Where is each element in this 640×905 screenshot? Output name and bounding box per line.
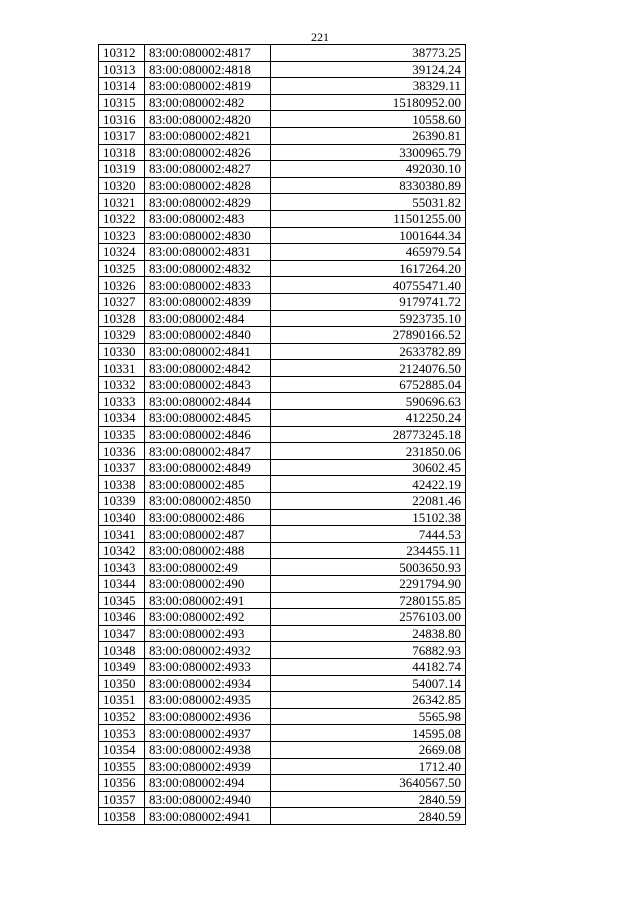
table-row: [99, 708, 466, 725]
table-row: [99, 559, 466, 576]
cadastral-number-cell: 83:00:080002:4819: [145, 78, 271, 95]
cadastral-value-cell: 30602.45: [271, 459, 466, 476]
row-number-cell: 10358: [99, 808, 145, 825]
table-body: [99, 45, 466, 825]
cadastral-value-cell: 28773245.18: [271, 426, 466, 443]
cadastral-number-cell: 83:00:080002:4846: [145, 426, 271, 443]
cadastral-value-cell: 38329.11: [271, 78, 466, 95]
cadastral-number-cell: 83:00:080002:4821: [145, 127, 271, 144]
cadastral-value-cell: 55031.82: [271, 194, 466, 211]
table-row: [99, 61, 466, 78]
cadastral-value-cell: 76882.93: [271, 642, 466, 659]
cadastral-value-cell: 26342.85: [271, 692, 466, 709]
table-row: [99, 343, 466, 360]
row-number-cell: 10348: [99, 642, 145, 659]
table-row: [99, 443, 466, 460]
cadastral-number-cell: 83:00:080002:4938: [145, 741, 271, 758]
cadastral-number-cell: 83:00:080002:4817: [145, 45, 271, 62]
cadastral-value-cell: 3640567.50: [271, 775, 466, 792]
cadastral-number-cell: 83:00:080002:484: [145, 310, 271, 327]
cadastral-value-cell: 27890166.52: [271, 327, 466, 344]
cadastral-value-cell: 1617264.20: [271, 260, 466, 277]
cadastral-number-cell: 83:00:080002:4828: [145, 177, 271, 194]
cadastral-number-cell: 83:00:080002:49: [145, 559, 271, 576]
table-row: [99, 277, 466, 294]
cadastral-number-cell: 83:00:080002:4826: [145, 144, 271, 161]
row-number-cell: 10334: [99, 410, 145, 427]
cadastral-number-cell: 83:00:080002:483: [145, 210, 271, 227]
table-row: [99, 393, 466, 410]
cadastral-number-cell: 83:00:080002:4840: [145, 327, 271, 344]
cadastral-number-cell: 83:00:080002:4833: [145, 277, 271, 294]
row-number-cell: 10354: [99, 741, 145, 758]
cadastral-value-cell: 7280155.85: [271, 592, 466, 609]
cadastral-value-cell: 7444.53: [271, 526, 466, 543]
cadastral-value-cell: 2840.59: [271, 808, 466, 825]
table-row: [99, 459, 466, 476]
cadastral-value-cell: 492030.10: [271, 161, 466, 178]
table-row: [99, 177, 466, 194]
row-number-cell: 10323: [99, 227, 145, 244]
table-row: [99, 45, 466, 62]
table-row: [99, 592, 466, 609]
table-row: [99, 144, 466, 161]
cadastral-number-cell: 83:00:080002:4830: [145, 227, 271, 244]
cadastral-value-cell: 2576103.00: [271, 609, 466, 626]
cadastral-value-cell: 38773.25: [271, 45, 466, 62]
row-number-cell: 10328: [99, 310, 145, 327]
cadastral-value-cell: 24838.80: [271, 625, 466, 642]
row-number-cell: 10314: [99, 78, 145, 95]
cadastral-value-cell: 2291794.90: [271, 576, 466, 593]
cadastral-number-cell: 83:00:080002:4932: [145, 642, 271, 659]
row-number-cell: 10312: [99, 45, 145, 62]
table-row: [99, 658, 466, 675]
table-row: [99, 542, 466, 559]
cadastral-value-cell: 6752885.04: [271, 376, 466, 393]
row-number-cell: 10331: [99, 360, 145, 377]
row-number-cell: 10321: [99, 194, 145, 211]
table-row: [99, 725, 466, 742]
cadastral-value-cell: 2124076.50: [271, 360, 466, 377]
cadastral-number-cell: 83:00:080002:4831: [145, 244, 271, 261]
cadastral-value-cell: 10558.60: [271, 111, 466, 128]
table-row: [99, 576, 466, 593]
cadastral-number-cell: 83:00:080002:4933: [145, 658, 271, 675]
row-number-cell: 10324: [99, 244, 145, 261]
table-row: [99, 310, 466, 327]
cadastral-number-cell: 83:00:080002:4850: [145, 493, 271, 510]
cadastral-number-cell: 83:00:080002:4818: [145, 61, 271, 78]
table-row: [99, 244, 466, 261]
cadastral-value-cell: 44182.74: [271, 658, 466, 675]
cadastral-number-cell: 83:00:080002:488: [145, 542, 271, 559]
row-number-cell: 10346: [99, 609, 145, 626]
row-number-cell: 10343: [99, 559, 145, 576]
cadastral-value-cell: 26390.81: [271, 127, 466, 144]
table-row: [99, 78, 466, 95]
cadastral-number-cell: 83:00:080002:492: [145, 609, 271, 626]
cadastral-value-cell: 15102.38: [271, 509, 466, 526]
row-number-cell: 10333: [99, 393, 145, 410]
cadastral-number-cell: 83:00:080002:4827: [145, 161, 271, 178]
cadastral-value-cell: 39124.24: [271, 61, 466, 78]
row-number-cell: 10332: [99, 376, 145, 393]
row-number-cell: 10330: [99, 343, 145, 360]
cadastral-number-cell: 83:00:080002:4844: [145, 393, 271, 410]
table-row: [99, 493, 466, 510]
table-row: [99, 410, 466, 427]
cadastral-value-cell: 14595.08: [271, 725, 466, 742]
row-number-cell: 10351: [99, 692, 145, 709]
row-number-cell: 10342: [99, 542, 145, 559]
cadastral-value-cell: 590696.63: [271, 393, 466, 410]
cadastral-number-cell: 83:00:080002:491: [145, 592, 271, 609]
row-number-cell: 10349: [99, 658, 145, 675]
cadastral-number-cell: 83:00:080002:490: [145, 576, 271, 593]
row-number-cell: 10329: [99, 327, 145, 344]
row-number-cell: 10339: [99, 493, 145, 510]
row-number-cell: 10341: [99, 526, 145, 543]
cadastral-value-cell: 412250.24: [271, 410, 466, 427]
cadastral-number-cell: 83:00:080002:4820: [145, 111, 271, 128]
row-number-cell: 10318: [99, 144, 145, 161]
row-number-cell: 10345: [99, 592, 145, 609]
cadastral-number-cell: 83:00:080002:486: [145, 509, 271, 526]
cadastral-value-cell: 5923735.10: [271, 310, 466, 327]
cadastral-number-cell: 83:00:080002:4939: [145, 758, 271, 775]
cadastral-value-cell: 9179741.72: [271, 293, 466, 310]
cadastral-value-cell: 5003650.93: [271, 559, 466, 576]
table-row: [99, 775, 466, 792]
table-row: [99, 476, 466, 493]
cadastral-number-cell: 83:00:080002:4829: [145, 194, 271, 211]
table-row: [99, 327, 466, 344]
row-number-cell: 10316: [99, 111, 145, 128]
cadastral-value-cell: 22081.46: [271, 493, 466, 510]
cadastral-number-cell: 83:00:080002:4839: [145, 293, 271, 310]
table-row: [99, 808, 466, 825]
row-number-cell: 10352: [99, 708, 145, 725]
row-number-cell: 10327: [99, 293, 145, 310]
row-number-cell: 10357: [99, 791, 145, 808]
cadastral-value-cell: 2669.08: [271, 741, 466, 758]
cadastral-number-cell: 83:00:080002:4843: [145, 376, 271, 393]
table-row: [99, 127, 466, 144]
cadastral-number-cell: 83:00:080002:4842: [145, 360, 271, 377]
table-row: [99, 360, 466, 377]
row-number-cell: 10315: [99, 94, 145, 111]
cadastral-number-cell: 83:00:080002:4845: [145, 410, 271, 427]
cadastral-value-cell: 3300965.79: [271, 144, 466, 161]
table-row: [99, 210, 466, 227]
table-row: [99, 526, 466, 543]
table-row: [99, 741, 466, 758]
row-number-cell: 10340: [99, 509, 145, 526]
row-number-cell: 10347: [99, 625, 145, 642]
row-number-cell: 10338: [99, 476, 145, 493]
table-row: [99, 376, 466, 393]
cadastral-value-cell: 5565.98: [271, 708, 466, 725]
cadastral-number-cell: 83:00:080002:4832: [145, 260, 271, 277]
cadastral-value-cell: 234455.11: [271, 542, 466, 559]
cadastral-value-cell: 1712.40: [271, 758, 466, 775]
row-number-cell: 10322: [99, 210, 145, 227]
table-row: [99, 692, 466, 709]
table-row: [99, 227, 466, 244]
cadastral-number-cell: 83:00:080002:485: [145, 476, 271, 493]
table-row: [99, 161, 466, 178]
cadastral-number-cell: 83:00:080002:4841: [145, 343, 271, 360]
table-row: [99, 426, 466, 443]
cadastral-value-cell: 15180952.00: [271, 94, 466, 111]
table-row: [99, 94, 466, 111]
table-row: [99, 675, 466, 692]
cadastral-value-cell: 465979.54: [271, 244, 466, 261]
cadastral-value-cell: 40755471.40: [271, 277, 466, 294]
cadastral-number-cell: 83:00:080002:482: [145, 94, 271, 111]
cadastral-number-cell: 83:00:080002:4935: [145, 692, 271, 709]
cadastral-number-cell: 83:00:080002:493: [145, 625, 271, 642]
row-number-cell: 10326: [99, 277, 145, 294]
row-number-cell: 10353: [99, 725, 145, 742]
table-row: [99, 758, 466, 775]
row-number-cell: 10320: [99, 177, 145, 194]
table-row: [99, 194, 466, 211]
row-number-cell: 10336: [99, 443, 145, 460]
row-number-cell: 10355: [99, 758, 145, 775]
cadastral-value-cell: 1001644.34: [271, 227, 466, 244]
table-row: [99, 509, 466, 526]
cadastral-number-cell: 83:00:080002:4940: [145, 791, 271, 808]
cadastral-number-cell: 83:00:080002:494: [145, 775, 271, 792]
row-number-cell: 10317: [99, 127, 145, 144]
cadastral-number-cell: 83:00:080002:4937: [145, 725, 271, 742]
row-number-cell: 10344: [99, 576, 145, 593]
cadastral-value-cell: 8330380.89: [271, 177, 466, 194]
row-number-cell: 10335: [99, 426, 145, 443]
table-row: [99, 293, 466, 310]
table-row: [99, 111, 466, 128]
cadastral-number-cell: 83:00:080002:4849: [145, 459, 271, 476]
cadastral-number-cell: 83:00:080002:487: [145, 526, 271, 543]
table-row: [99, 625, 466, 642]
row-number-cell: 10356: [99, 775, 145, 792]
cadastral-value-cell: 2840.59: [271, 791, 466, 808]
cadastral-value-cell: 231850.06: [271, 443, 466, 460]
cadastral-number-cell: 83:00:080002:4936: [145, 708, 271, 725]
table-row: [99, 642, 466, 659]
row-number-cell: 10313: [99, 61, 145, 78]
table-row: [99, 260, 466, 277]
page-number: 221: [311, 30, 329, 44]
cadastral-value-cell: 11501255.00: [271, 210, 466, 227]
table-row: [99, 609, 466, 626]
row-number-cell: 10325: [99, 260, 145, 277]
row-number-cell: 10319: [99, 161, 145, 178]
table-row: [99, 791, 466, 808]
cadastral-value-cell: 2633782.89: [271, 343, 466, 360]
row-number-cell: 10350: [99, 675, 145, 692]
cadastral-number-cell: 83:00:080002:4941: [145, 808, 271, 825]
cadastral-value-table: [98, 44, 466, 825]
cadastral-number-cell: 83:00:080002:4847: [145, 443, 271, 460]
row-number-cell: 10337: [99, 459, 145, 476]
cadastral-value-cell: 42422.19: [271, 476, 466, 493]
cadastral-value-cell: 54007.14: [271, 675, 466, 692]
cadastral-number-cell: 83:00:080002:4934: [145, 675, 271, 692]
